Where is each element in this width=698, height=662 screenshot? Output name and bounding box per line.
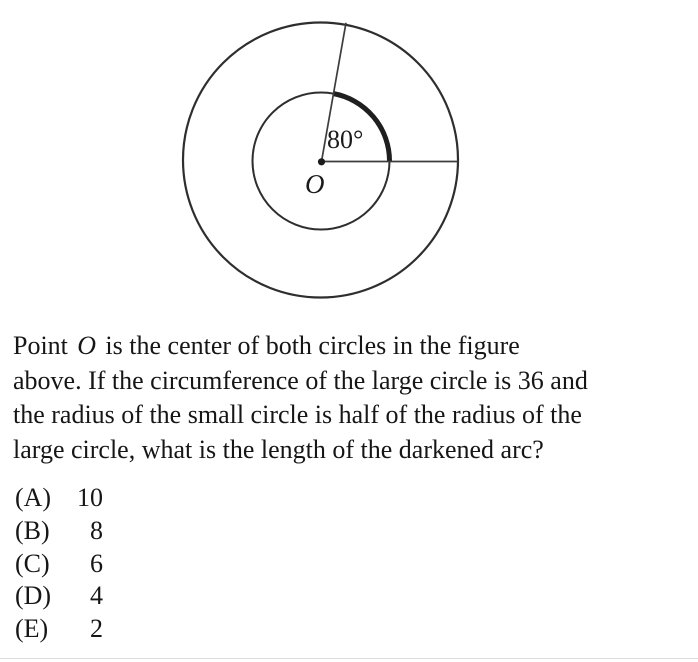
choice-e-value: 2	[90, 614, 103, 644]
choice-c-value: 6	[90, 548, 103, 578]
question-text	[13, 329, 588, 467]
answer-choices	[15, 482, 103, 646]
choice-e-label: (E)	[15, 614, 49, 644]
choice-row-e	[15, 613, 103, 646]
choice-d-label: (D)	[15, 581, 52, 611]
choice-row-b	[15, 515, 103, 548]
choice-a-value: 10	[77, 483, 103, 512]
page-bottom-rule	[0, 658, 698, 659]
choice-a-label: (A)	[15, 483, 52, 512]
choice-b-value: 8	[90, 515, 103, 545]
figure-svg	[0, 0, 698, 330]
question-line-1-suffix: is the center of both circles in the figure	[105, 331, 520, 360]
center-dot	[318, 158, 325, 165]
choice-b-label: (B)	[15, 515, 50, 545]
figure-concentric-circles	[0, 0, 698, 330]
question-line-1-prefix: Point	[13, 331, 68, 360]
question-line-1	[13, 329, 588, 364]
question-line-3: the radius of the small circle is half of the radius of the	[13, 400, 582, 429]
choice-row-d	[15, 580, 103, 613]
choice-row-a	[15, 482, 103, 515]
question-line-4: large circle, what is the length of the darkened arc?	[13, 434, 544, 464]
point-o-variable: O	[77, 331, 97, 360]
choice-d-value: 4	[90, 581, 103, 611]
choice-c-label: (C)	[15, 548, 50, 578]
angle-label: 80°	[327, 125, 364, 154]
choice-row-c	[15, 548, 103, 581]
question-line-2: above. If the circumference of the large circle is 36 and	[13, 365, 588, 395]
center-point-label: O	[305, 169, 325, 199]
